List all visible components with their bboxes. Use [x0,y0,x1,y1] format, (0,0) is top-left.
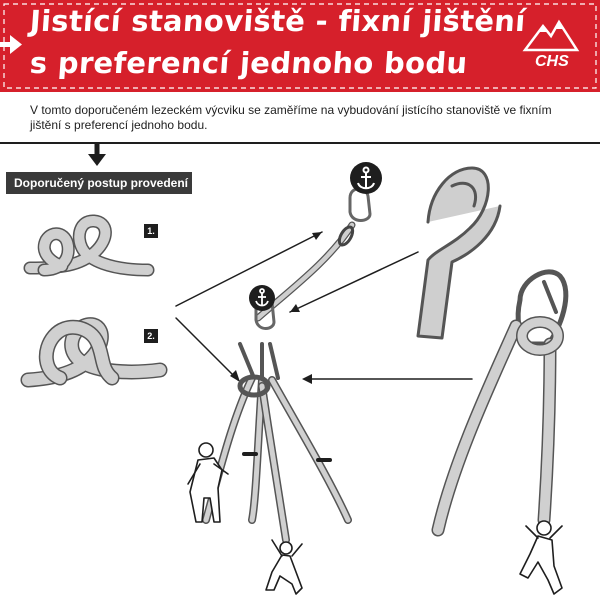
page-title-line2: s preferencí jednoho bodu [28,46,469,80]
step-badge-1: 1. [144,224,158,238]
anchor-icon [249,285,275,311]
logo-text: CHS [535,53,569,70]
step-badge-2: 2. [144,329,158,343]
section-label: Doporučený postup provedení [6,172,192,194]
knot-step2 [28,325,160,380]
page-title-line1: Jistící stanoviště - fixní jištění [28,4,527,38]
knot-step1 [30,221,148,270]
intro-text: V tomto doporučeném lezeckém výcviku se zaměříme na vybudování jistícího stanoviště ve fixním jištění s preferencí jednoho bodu. [30,103,552,132]
climber-bottom [266,540,302,594]
anchor-icon [350,162,382,194]
climber-right [520,521,562,594]
sling-system [206,377,348,540]
detail-carabiner [438,272,566,530]
sling-detail [418,168,500,338]
